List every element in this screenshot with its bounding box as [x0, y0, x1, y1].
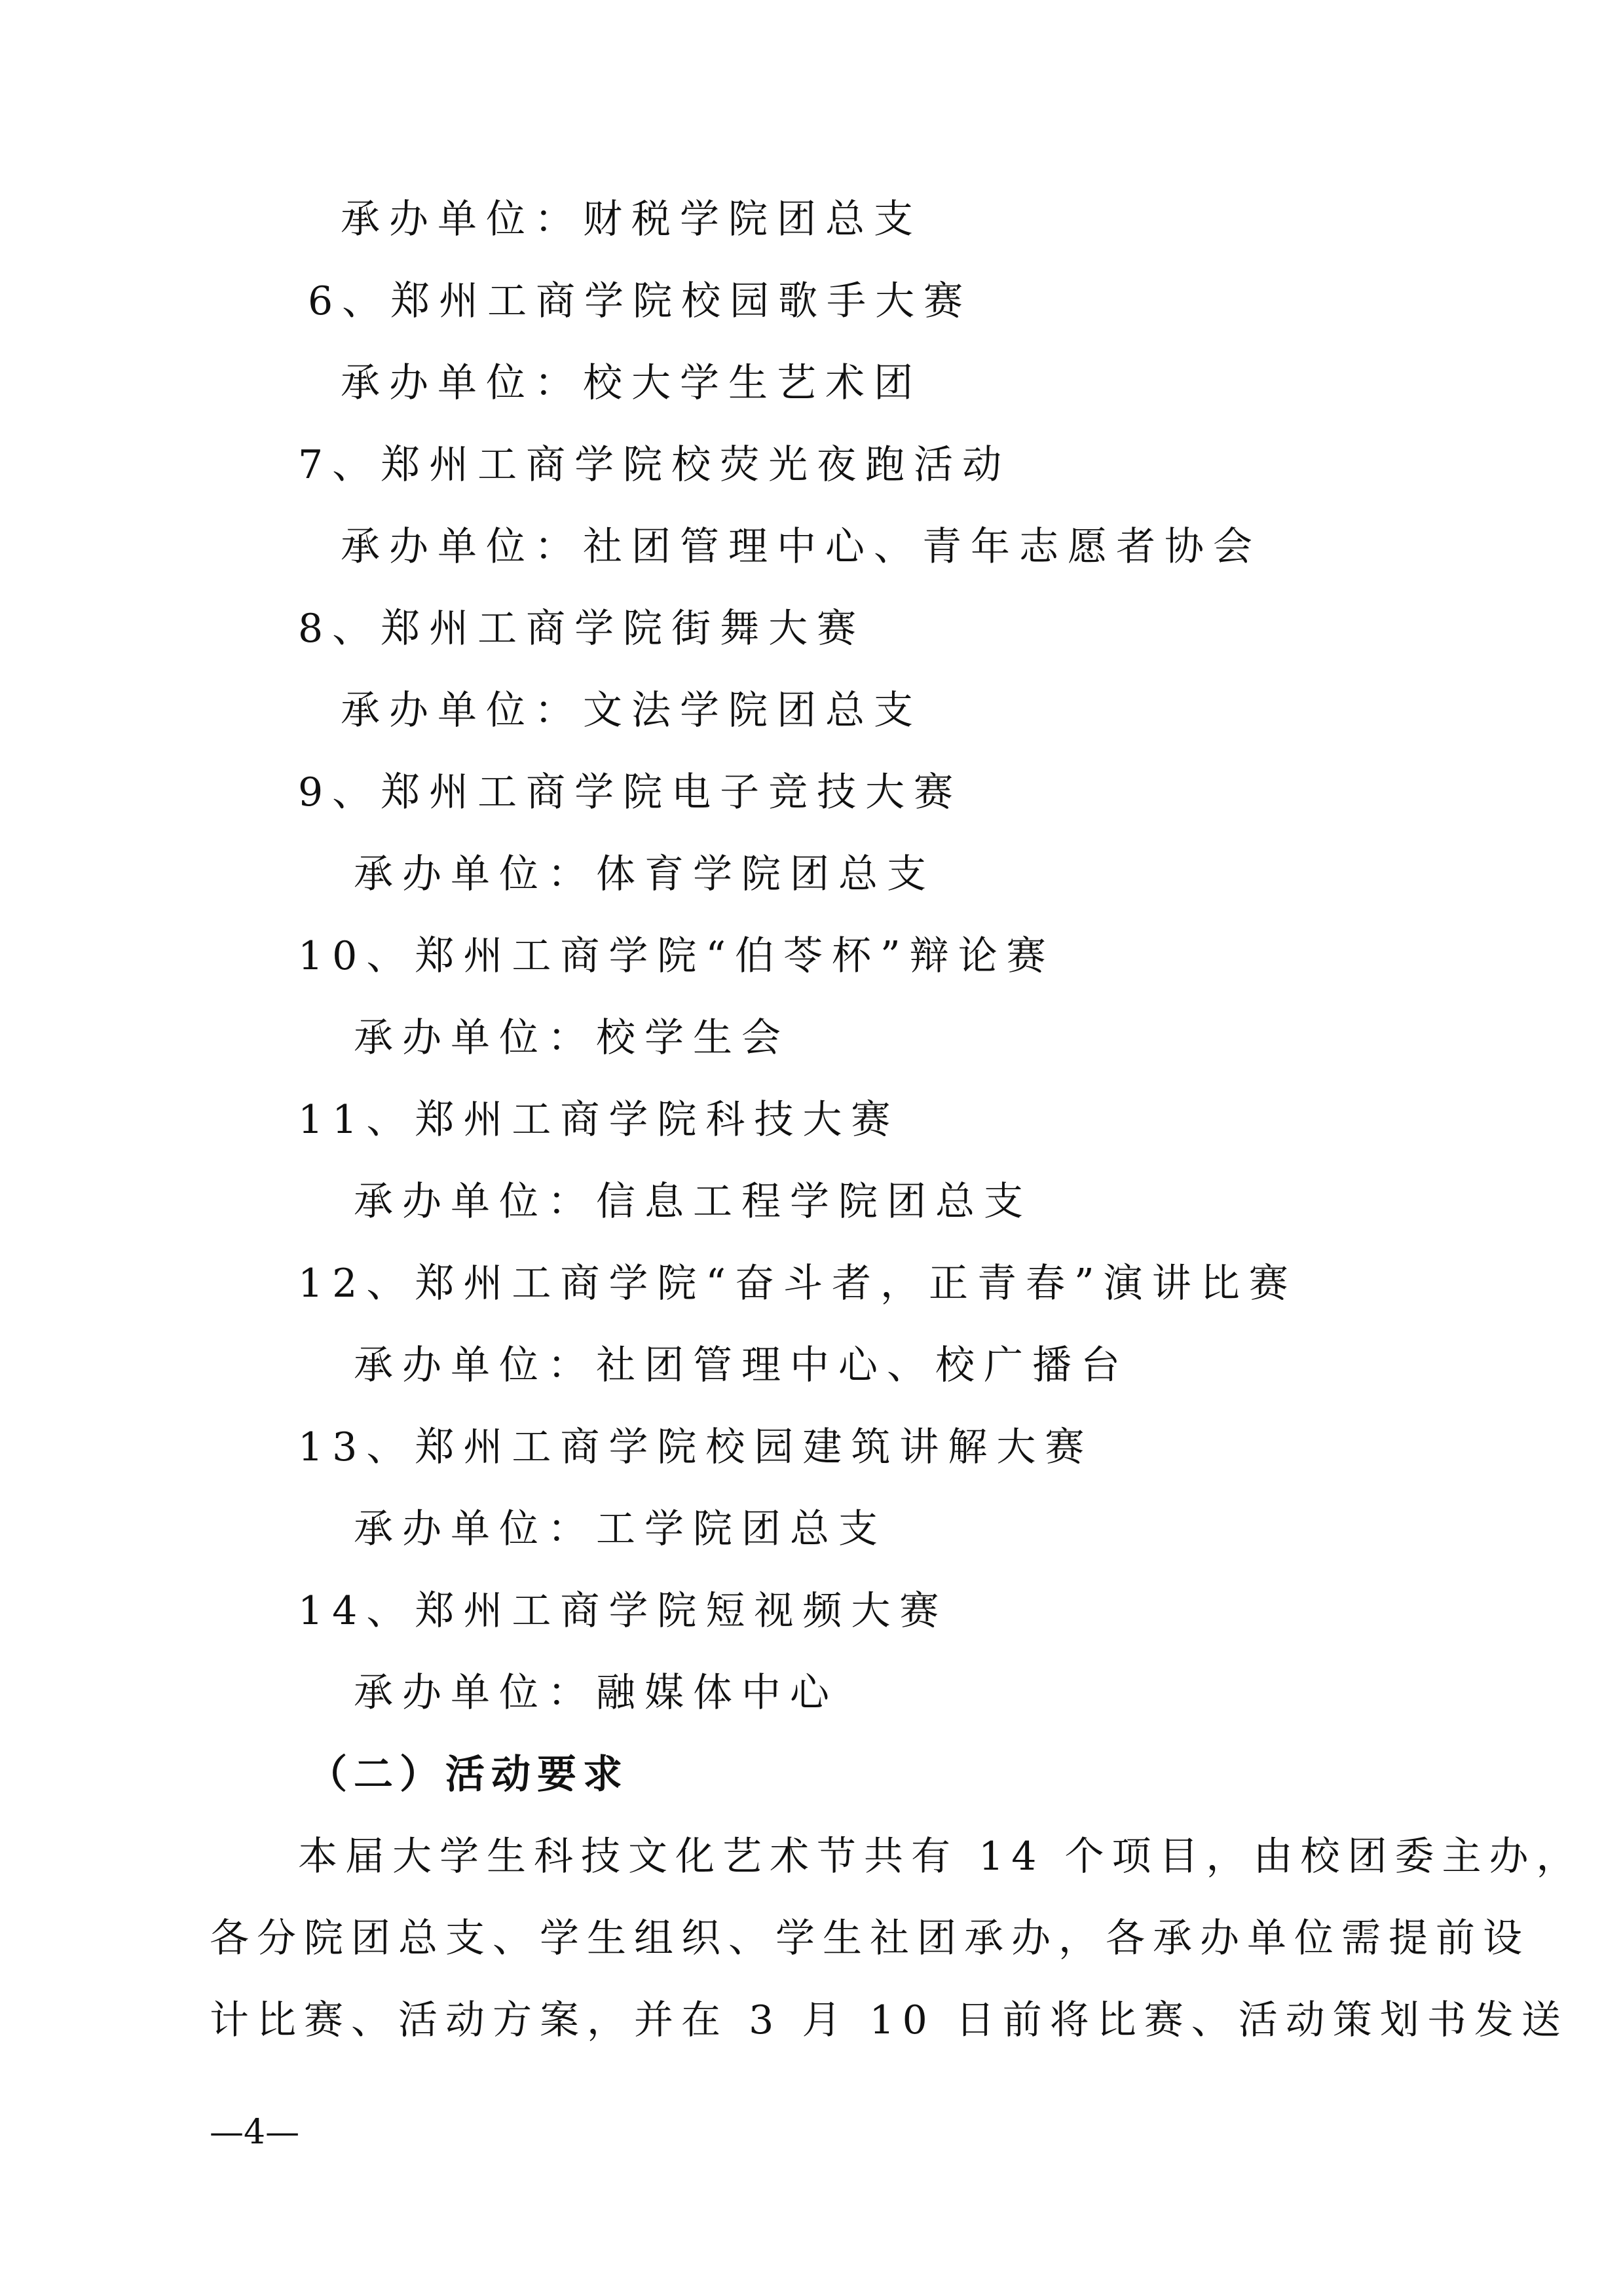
event-item-7: 7、郑州工商学院校荧光夜跑活动 — [298, 442, 1011, 488]
host-unit-line: 承办单位：校学生会 — [354, 1015, 790, 1061]
page-number: —4— — [210, 2113, 300, 2152]
host-unit-line: 承办单位：信息工程学院团总支 — [354, 1179, 1032, 1225]
event-item-10: 10、郑州工商学院“伯苓杯”辩论赛 — [298, 933, 1055, 979]
event-item-14: 14、郑州工商学院短视频大赛 — [298, 1588, 948, 1634]
host-unit-line: 承办单位：体育学院团总支 — [354, 851, 935, 897]
host-unit-line: 承办单位：社团管理中心、青年志愿者协会 — [341, 524, 1261, 570]
host-unit-line: 承办单位：工学院团总支 — [354, 1506, 887, 1552]
section-heading: （二）活动要求 — [308, 1752, 629, 1798]
host-unit-line: 承办单位：融媒体中心 — [354, 1670, 838, 1716]
host-unit-line: 承办单位：文法学院团总支 — [341, 688, 922, 733]
host-unit-line: 承办单位：财税学院团总支 — [341, 196, 922, 242]
event-item-9: 9、郑州工商学院电子竞技大赛 — [298, 769, 963, 815]
event-item-11: 11、郑州工商学院科技大赛 — [298, 1097, 900, 1143]
event-item-8: 8、郑州工商学院街舞大赛 — [298, 606, 866, 652]
host-unit-line: 承办单位：社团管理中心、校广播台 — [354, 1342, 1129, 1388]
event-item-13: 13、郑州工商学院校园建筑讲解大赛 — [298, 1424, 1094, 1470]
host-unit-line: 承办单位：校大学生艺术团 — [341, 360, 922, 406]
event-item-6: 6、郑州工商学院校园歌手大赛 — [308, 278, 973, 324]
paragraph-line: 本届大学生科技文化艺术节共有 14 个项目，由校团委主办， — [298, 1834, 1584, 1879]
paragraph-line: 计比赛、活动方案，并在 3 月 10 日前将比赛、活动策划书发送 — [210, 1997, 1569, 2043]
event-item-12: 12、郑州工商学院“奋斗者，正青春”演讲比赛 — [298, 1261, 1297, 1306]
paragraph-line: 各分院团总支、学生组织、学生社团承办，各承办单位需提前设 — [210, 1916, 1530, 1961]
